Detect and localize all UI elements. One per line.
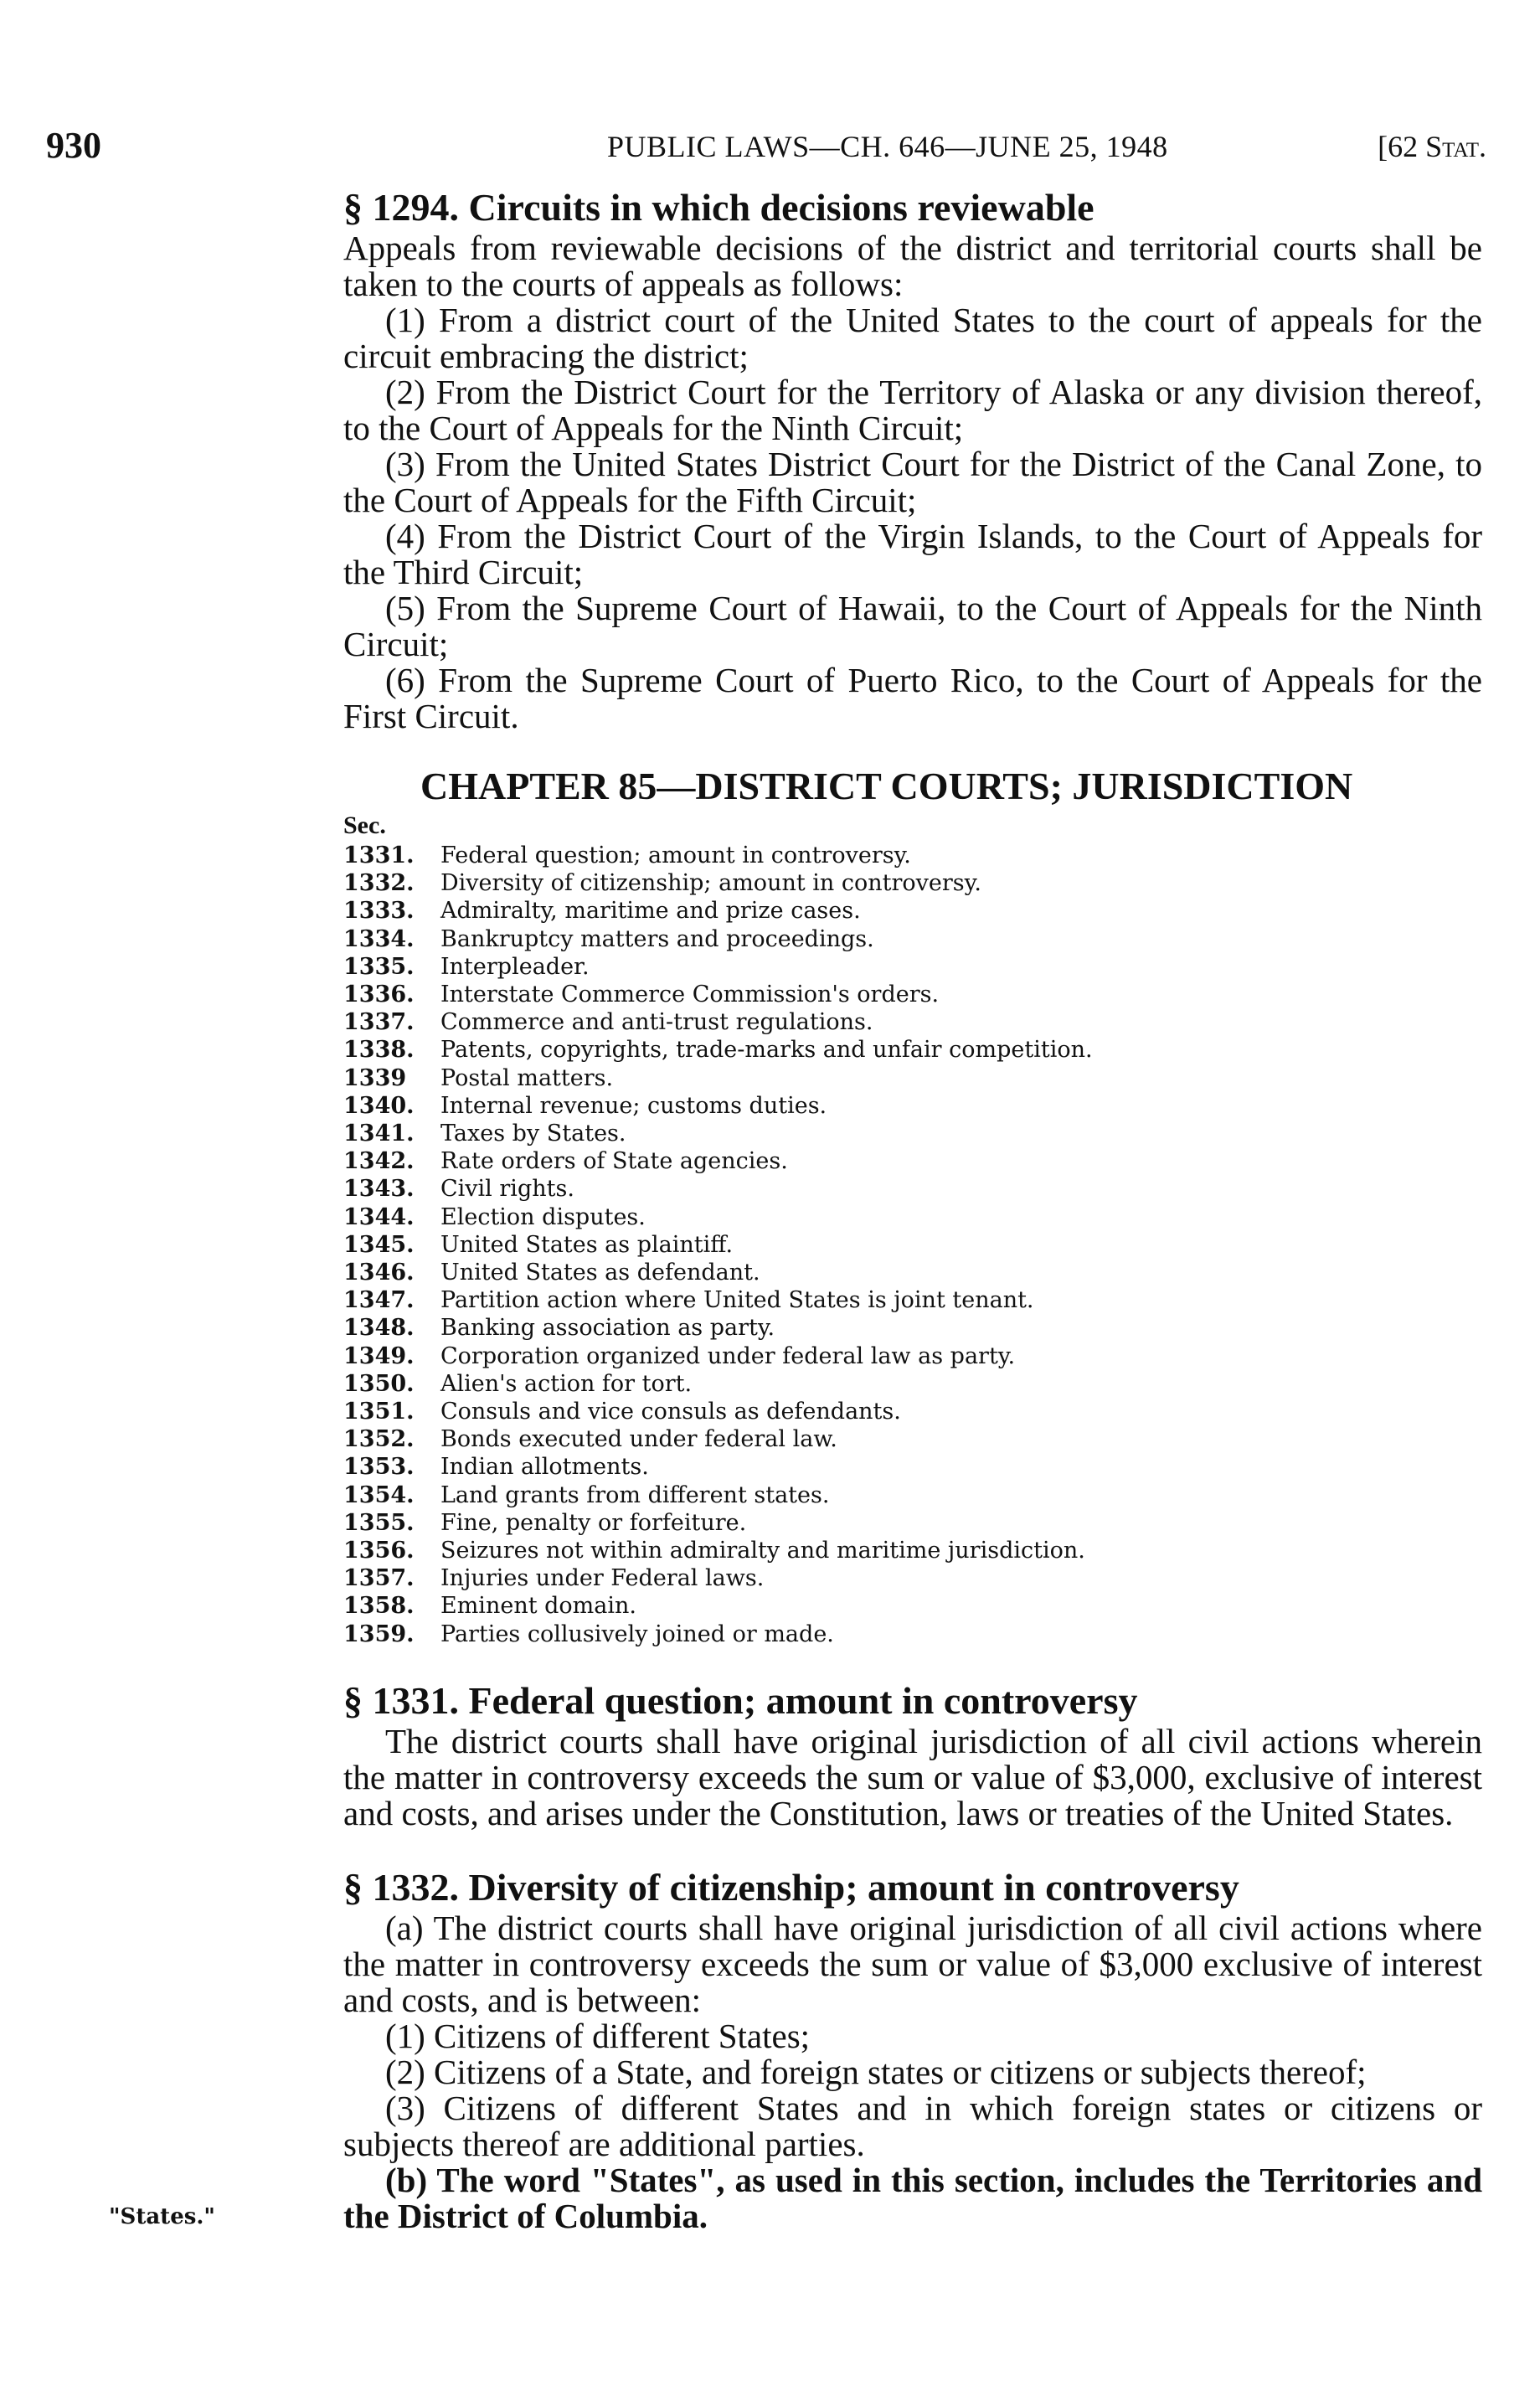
toc-entry xyxy=(343,1453,1482,1481)
toc-entry xyxy=(343,1036,1482,1064)
chapter-title: CHAPTER 85—DISTRICT COURTS; JURISDICTION xyxy=(420,765,1353,807)
toc-section-title: Interpleader. xyxy=(440,953,590,980)
section-heading: § 1331. Federal question; amount in controversy xyxy=(343,1679,1138,1722)
running-title: PUBLIC LAWS—CH. 646—JUNE 25, 1948 xyxy=(607,130,1168,163)
toc-section-title: Eminent domain. xyxy=(440,1593,636,1620)
section-item: (5) From the Supreme Court of Hawaii, to the Court of Appeals for the Ninth Circuit; xyxy=(343,588,1482,663)
toc-section-number: 1334. xyxy=(343,925,415,952)
toc-entry xyxy=(343,1008,1482,1036)
toc-section-number: 1357. xyxy=(343,1565,415,1592)
toc-entry xyxy=(343,1064,1482,1092)
toc-section-number: 1341. xyxy=(343,1121,415,1147)
subsection-a: (a) The district courts shall have original jurisdiction of all civil actions where the matter in controversy exceeds the sum or value of $3,000 exclusive of interest and costs, and is between: xyxy=(343,1908,1482,2019)
toc-section-title: Taxes by States. xyxy=(440,1121,626,1147)
toc-section-title: Partition action where United States is joint tenant. xyxy=(440,1287,1034,1314)
toc-entry xyxy=(343,1592,1482,1620)
toc-section-title: Rate orders of State agencies. xyxy=(440,1148,788,1175)
section-item: (1) Citizens of different States; xyxy=(385,2016,811,2055)
toc-section-number: 1332. xyxy=(343,870,415,897)
toc-entry xyxy=(343,1314,1482,1342)
section-item: (6) From the Supreme Court of Puerto Rico, to the Court of Appeals for the First Circuit. xyxy=(343,660,1482,735)
toc-section-number: 1342. xyxy=(343,1148,415,1175)
toc-section-title: Postal matters. xyxy=(440,1064,614,1091)
toc-section-title: Injuries under Federal laws. xyxy=(440,1565,765,1592)
section-1331 xyxy=(343,1679,1482,1832)
toc-section-title: Bonds executed under federal law. xyxy=(440,1426,837,1453)
section-1294 xyxy=(343,186,1482,734)
stat-word: Stat. xyxy=(1425,130,1486,163)
toc-section-title: Parties collusively joined or made. xyxy=(440,1621,834,1647)
stat-volume: [62 xyxy=(1378,130,1419,163)
toc-section-title: Bankruptcy matters and proceedings. xyxy=(440,925,874,952)
toc-section-number: 1350. xyxy=(343,1370,415,1397)
toc-section-number: 1359. xyxy=(343,1621,415,1647)
toc-section-number: 1347. xyxy=(343,1287,415,1314)
toc-section-title: Election disputes. xyxy=(440,1203,646,1230)
toc-section-number: 1348. xyxy=(343,1315,415,1342)
page-number: 930 xyxy=(46,125,101,166)
toc-section-title: Federal question; amount in controversy. xyxy=(440,842,911,868)
section-item: (3) Citizens of different States and in which foreign states or citizens or subjects thereof are additional parties. xyxy=(343,2088,1482,2163)
toc-entry xyxy=(343,925,1482,953)
toc-entry xyxy=(343,1203,1482,1231)
toc-section-number: 1352. xyxy=(343,1426,415,1453)
toc-section-number: 1354. xyxy=(343,1481,415,1508)
toc-section-title: Commerce and anti-trust regulations. xyxy=(440,1009,873,1036)
chapter-85 xyxy=(343,764,1482,1648)
page-header xyxy=(46,124,1486,174)
toc-section-number: 1335. xyxy=(343,953,415,980)
toc-section-number: 1345. xyxy=(343,1231,415,1258)
toc-section-number: 1346. xyxy=(343,1260,415,1286)
section-item: (4) From the District Court of the Virgin Islands, to the Court of Appeals for the Third Circuit; xyxy=(343,516,1482,591)
toc-section-number: 1356. xyxy=(343,1538,415,1564)
toc-section-number: 1351. xyxy=(343,1399,415,1425)
toc-entry xyxy=(343,1481,1482,1509)
subsection-b: (b) The word "States", as used in this section, includes the Territories and the District of Columbia. xyxy=(343,2160,1482,2235)
toc-section-number: 1349. xyxy=(343,1342,415,1369)
toc-section-title: Seizures not within admiralty and maritime jurisdiction. xyxy=(440,1538,1085,1564)
toc-section-title: Diversity of citizenship; amount in controversy. xyxy=(440,870,981,897)
toc-entry xyxy=(343,869,1482,897)
toc-section-title: Alien's action for tort. xyxy=(440,1370,693,1397)
section-item: (3) From the United States District Court for the District of the Canal Zone, to the Court of Appeals for the Fifth Circuit; xyxy=(343,444,1482,519)
toc-section-number: 1355. xyxy=(343,1509,415,1536)
toc-entry xyxy=(343,1398,1482,1425)
toc-entry xyxy=(343,897,1482,925)
section-intro: Appeals from reviewable decisions of the district and territorial courts shall be taken to the courts of appeals as follows: xyxy=(343,228,1482,303)
toc-section-number: 1344. xyxy=(343,1203,415,1230)
toc-section-title: Civil rights. xyxy=(440,1176,574,1203)
toc-section-number: 1338. xyxy=(343,1037,415,1064)
toc-entry xyxy=(343,1231,1482,1259)
toc-section-number: 1339 xyxy=(343,1064,407,1091)
toc-section-number: 1343. xyxy=(343,1176,415,1203)
section-item: (1) From a district court of the United States to the court of appeals for the circuit embracing the district; xyxy=(343,300,1482,375)
toc-section-title: Patents, copyrights, trade-marks and unfair competition. xyxy=(440,1037,1093,1064)
toc-section-title: Banking association as party. xyxy=(440,1315,775,1342)
toc-entry xyxy=(343,1342,1482,1370)
toc-section-title: Internal revenue; customs duties. xyxy=(440,1092,827,1119)
toc-section-number: 1337. xyxy=(343,1009,415,1036)
toc-section-number: 1340. xyxy=(343,1092,415,1119)
toc-section-number: 1336. xyxy=(343,982,415,1008)
statute-reference xyxy=(1378,129,1486,164)
toc-entry xyxy=(343,1370,1482,1398)
toc-section-number: 1333. xyxy=(343,898,415,925)
section-item: (2) From the District Court for the Territory of Alaska or any division thereof, to the Court of Appeals for the Ninth Circuit; xyxy=(343,372,1482,447)
toc-section-title: Admiralty, maritime and prize cases. xyxy=(440,898,861,925)
toc-section-title: United States as plaintiff. xyxy=(440,1231,734,1258)
toc-entry xyxy=(343,981,1482,1008)
toc-section-title: Corporation organized under federal law as party. xyxy=(440,1342,1016,1369)
toc-entry xyxy=(343,1175,1482,1203)
section-heading: § 1332. Diversity of citizenship; amount in controversy xyxy=(343,1866,1239,1909)
toc-entry xyxy=(343,1120,1482,1147)
toc-section-number: 1331. xyxy=(343,842,415,868)
toc-section-number: 1358. xyxy=(343,1593,415,1620)
toc-section-title: Land grants from different states. xyxy=(440,1481,830,1508)
toc-entry xyxy=(343,1425,1482,1453)
toc-entry xyxy=(343,842,1482,869)
toc-section-title: Interstate Commerce Commission's orders. xyxy=(440,982,940,1008)
toc-entry xyxy=(343,1147,1482,1175)
toc-sec-label: Sec. xyxy=(343,812,386,839)
toc-entry xyxy=(343,1259,1482,1286)
toc-section-title: Fine, penalty or forfeiture. xyxy=(440,1509,747,1536)
toc-section-number: 1353. xyxy=(343,1454,415,1481)
toc-entry xyxy=(343,1509,1482,1537)
toc-entry xyxy=(343,1621,1482,1648)
toc-entry xyxy=(343,1564,1482,1592)
toc-entry xyxy=(343,953,1482,981)
toc-entry xyxy=(343,1537,1482,1564)
section-1332 xyxy=(343,1866,1482,2234)
toc-section-title: United States as defendant. xyxy=(440,1260,760,1286)
margin-note: "States." xyxy=(109,2204,215,2229)
toc-entry xyxy=(343,1286,1482,1314)
toc-section-title: Indian allotments. xyxy=(440,1454,649,1481)
table-of-contents xyxy=(343,842,1482,1648)
toc-entry xyxy=(343,1092,1482,1120)
section-heading: § 1294. Circuits in which decisions reviewable xyxy=(343,186,1094,229)
section-item: (2) Citizens of a State, and foreign states or citizens or subjects thereof; xyxy=(385,2052,1367,2091)
toc-section-title: Consuls and vice consuls as defendants. xyxy=(440,1399,901,1425)
section-text: The district courts shall have original jurisdiction of all civil actions wherein the matter in controversy exceeds the sum or value of $3,000, exclusive of interest and costs, and arises under the Constitution, laws or treaties of the United States. xyxy=(343,1721,1482,1832)
